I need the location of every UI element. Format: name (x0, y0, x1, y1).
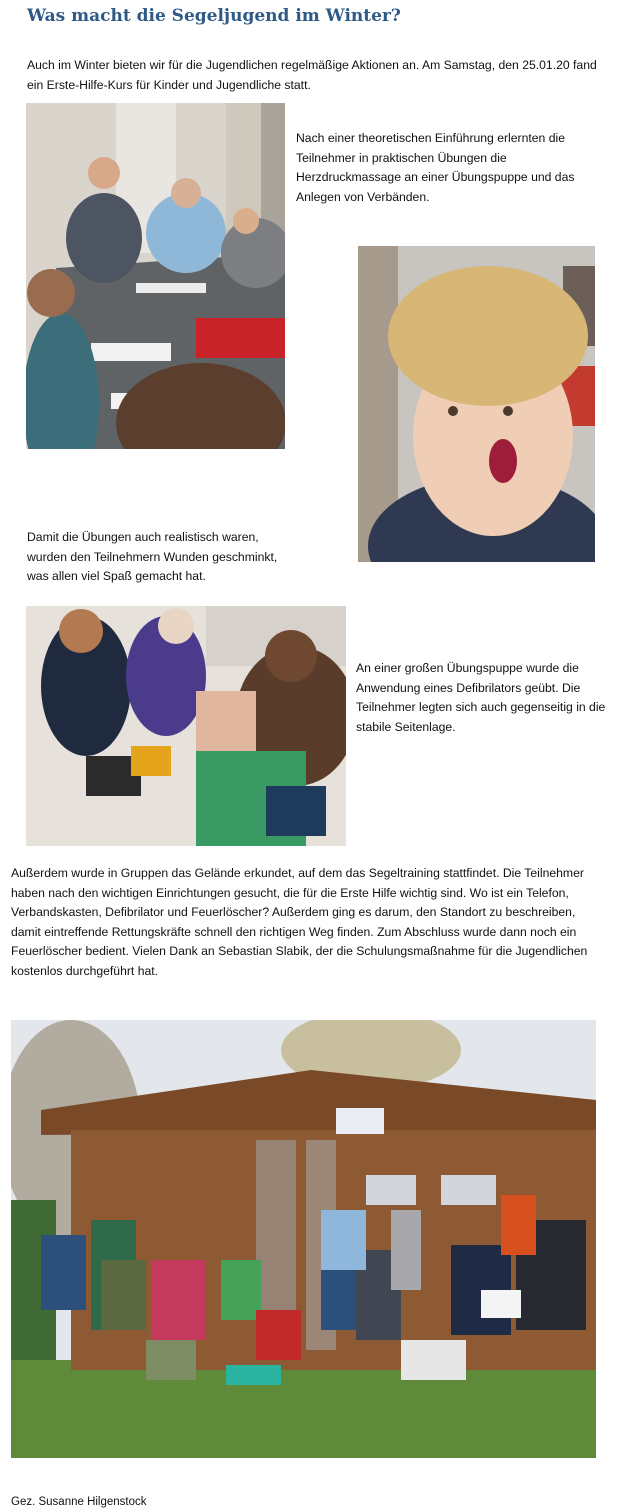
intro-paragraph: Auch im Winter bieten wir für die Jugendlichen regelmäßige Aktionen an. Am Samstag, den 25.01.20 fand ein Erste-Hilfe-Kurs für Kinder und Jugendliche statt. (27, 58, 597, 92)
photo-group-hut (11, 1020, 596, 1458)
defibrillator-paragraph: An einer großen Übungspuppe wurde die Anwendung eines Defibrilators geübt. Die Teilnehmer legten sich auch gegenseitig in die stabile Seitenlage. (356, 661, 606, 734)
wounds-paragraph: Damit die Übungen auch realistisch waren, wurden den Teilnehmern Wunden geschminkt, was allen viel Spaß gemacht hat. (27, 530, 278, 583)
photo-defibrillator-practice (26, 606, 346, 846)
theory-paragraph: Nach einer theoretischen Einführung erlernten die Teilnehmer in praktischen Übungen die Herzdruckmassage an einer Übungspuppe und das Anlegen von Verbänden. (296, 131, 575, 204)
outdoor-paragraph: Außerdem wurde in Gruppen das Gelände erkundet, auf dem das Segeltraining stattfindet. Die Teilnehmer haben nach den wichtigen Einrichtungen gesucht, die für die Erste Hilfe wichtig sind. Wo ist ein Telefon, Verbandskasten, Defibrilator und Feuerlöscher? Außerdem ging es darum, den Standort zu beschreiben, damit eintreffende Rettungskräfte schnell den richtigen Weg finden. Zum Abschluss wurde dann noch ein Feuerlöscher bedient. Vielen Dank an Sebastian Slabik, der die Schulungsmaßnahme für die Jugendlichen kostenlos durchgeführt hat. (11, 866, 588, 978)
photo-classroom-table (26, 103, 285, 449)
signature: Gez. Susanne Hilgenstock (11, 1496, 147, 1508)
photo-boy-wound (358, 246, 595, 562)
page-title: Was macht die Segeljugend im Winter? (27, 6, 401, 26)
